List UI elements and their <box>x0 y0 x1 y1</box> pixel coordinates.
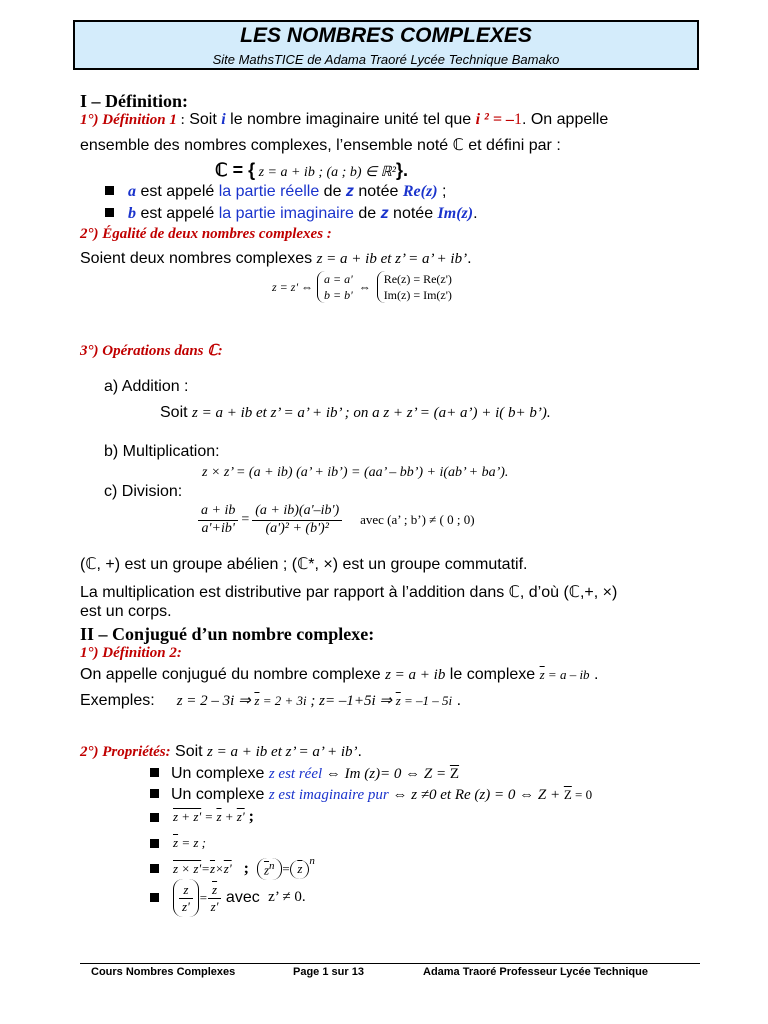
properties-end: . <box>357 743 362 760</box>
definition-2-line <box>80 666 598 684</box>
bullet-icon <box>150 893 159 902</box>
definition-1-soit: Soit <box>184 111 222 128</box>
property-imaginary-bar: $\overline{Z}$ <box>563 787 572 802</box>
property-quotient-rhs <box>208 882 222 914</box>
equality-intro <box>80 250 472 268</box>
example-1-rhs: = 2 + 3i <box>259 693 307 708</box>
bullet-a-de: de <box>319 183 346 200</box>
property-quotient-eq: = <box>198 889 208 905</box>
equality-left: z = z' ⇔ <box>272 279 314 294</box>
equality-b: b = b' <box>324 288 353 303</box>
bullet-a-end: ; <box>437 183 447 200</box>
imaginary-unit-equation-one: 1 <box>513 111 522 128</box>
property-power-rbase: $\overline{z}$ <box>297 860 303 876</box>
set-definition <box>215 160 408 181</box>
property-quotient-num: z <box>179 882 193 899</box>
equality-im: Im(z) = Im(z') <box>383 288 452 303</box>
bullet-b-notee: notée <box>388 205 438 222</box>
property-power-left <box>257 858 282 880</box>
var-a: a <box>128 183 136 200</box>
properties-expression: z = a + ib et z’ = a’ + ib’ <box>207 744 358 760</box>
equality-end: . <box>467 250 472 267</box>
distributive-statement: La multiplication est distributive par rapport à l’addition dans ℂ, d’où (ℂ,+, ×) <box>80 584 618 601</box>
bullet-imaginary-part <box>105 205 478 223</box>
property-sum-plus: + <box>221 809 237 824</box>
property-imaginary <box>150 786 592 804</box>
property-power-rexp: n <box>309 854 315 867</box>
example-separator: ; z= –1+5i ⇒ <box>306 693 396 709</box>
division-fraction-2 <box>252 503 342 538</box>
properties-line <box>80 743 362 761</box>
property-product-sep: ; <box>231 859 257 877</box>
division-den-1: a'+ib' <box>201 520 235 536</box>
property-power-eq: = <box>281 860 291 876</box>
property-sum-end: ; <box>244 808 254 825</box>
bullet-icon <box>150 813 159 822</box>
property-power-base: $\overline{z}$ <box>263 862 270 878</box>
property-real <box>150 765 459 783</box>
var-z: z <box>345 183 354 200</box>
property-quotient-frac <box>179 882 193 914</box>
examples-label: Exemples: <box>80 692 155 709</box>
field-statement: est un corps. <box>80 603 172 620</box>
imaginary-part-label: la partie imaginaire <box>218 205 354 222</box>
multiplication-label: b) Multiplication: <box>104 443 220 460</box>
set-close: }. <box>395 160 408 180</box>
property-product-conjugate <box>150 854 315 880</box>
property-quotient-cond: z’ ≠ 0. <box>268 889 306 906</box>
definition-1-text: le nombre imaginaire unité tel que <box>225 111 476 128</box>
re-notation: Re(z) <box>402 183 438 200</box>
conjugate-rhs: = a – ib <box>544 667 590 682</box>
equality-re: Re(z) = Re(z') <box>383 272 452 286</box>
bullet-icon <box>150 768 159 777</box>
property-real-text: Un complexe <box>171 765 269 782</box>
bullet-a-text: est appelé <box>136 183 219 200</box>
conjugate-z: $\overline{z}$ <box>539 667 545 682</box>
division-formula <box>198 503 475 538</box>
property-sum-a: $\overline{z}$ <box>216 809 222 824</box>
addition-soit: Soit <box>160 404 193 421</box>
set-expression: z = a + ib ; (a ; b) ∈ ℝ² <box>255 165 396 180</box>
bullet-b-text: est appelé <box>136 205 219 222</box>
im-notation: Im(z) <box>437 205 474 222</box>
division-label: c) Division: <box>104 483 183 500</box>
property-product-left: z × z' <box>173 860 202 876</box>
property-product-b: z' <box>223 860 232 876</box>
division-fraction-1 <box>198 503 238 538</box>
example-1: z = 2 – 3i ⇒ <box>176 693 255 709</box>
definition-2-end: . <box>589 666 599 683</box>
equality-a: a = a' <box>324 272 353 286</box>
examples-end: . <box>452 692 462 709</box>
property-quotient-conjugate <box>150 879 306 917</box>
footer-right: Adama Traoré Professeur Lycée Technique <box>423 966 648 978</box>
equality-expression: z = a + ib et z’ = a’ + ib’ <box>316 251 468 267</box>
title-box <box>73 20 699 70</box>
equality-equiv: ⇔ <box>358 279 371 294</box>
footer-left: Cours Nombres Complexes <box>91 966 236 978</box>
equality-system-re-im <box>377 271 452 303</box>
property-sum-conjugate <box>150 808 254 826</box>
definition-1-text-end: . On appelle <box>521 111 609 128</box>
property-quotient-avec: avec <box>221 888 265 906</box>
property-sum-left: z + z' <box>173 809 202 824</box>
multiplication-expression: z × z’ = (a + ib) (a’ + ib’) = (aa’ – bb’) + i(ab’ + ba’). <box>202 465 509 480</box>
bullet-b-de: de <box>353 205 381 222</box>
property-imaginary-blue: z est imaginaire pur <box>268 787 389 803</box>
division-condition: avec (a’ ; b’) ≠ ( 0 ; 0) <box>360 512 475 528</box>
example-2-bar: $\overline{z}$ <box>395 693 401 708</box>
property-imaginary-end: = 0 <box>571 787 593 802</box>
property-product-eq: = <box>201 860 210 876</box>
footer-page-number: Page 1 sur 13 <box>293 966 364 978</box>
properties-label: 2°) Propriétés: <box>80 744 171 760</box>
division-num-2: (a + ib)(a'–ib') <box>252 503 342 521</box>
property-product-times: × <box>215 860 224 876</box>
definition-2-label: 1°) Définition 2: <box>80 645 182 661</box>
equality-system-ab <box>317 271 353 303</box>
definition-1-line <box>80 111 608 129</box>
operations-heading: 3°) Opérations dans ℂ: <box>80 343 223 359</box>
definition-1-label: 1°) Définition 1 <box>80 112 177 128</box>
property-power-right <box>290 860 309 879</box>
division-equals: = <box>241 512 250 528</box>
division-num-1: a + ib <box>198 503 238 521</box>
imaginary-unit-symbol: i <box>221 111 226 128</box>
property-double-left: $\overline{z}$ <box>173 835 179 850</box>
var-b: b <box>128 205 136 222</box>
property-quotient-rnum: $\overline{z}$ <box>208 882 222 899</box>
bullet-icon <box>105 208 114 217</box>
bullet-icon <box>150 839 159 848</box>
set-c-open: ℂ = { <box>215 160 256 180</box>
property-real-rest: ⇔ Im (z)= 0 ⇔ Z = <box>322 766 450 782</box>
property-double-conjugate <box>150 834 206 851</box>
property-quotient-den: z' <box>182 898 190 914</box>
division-den-2: (a')² + (b')² <box>265 520 329 536</box>
bullet-real-part <box>105 183 446 201</box>
property-imaginary-text: Un complexe <box>171 786 269 803</box>
properties-soit: Soit <box>170 743 208 760</box>
property-double-eq: = z ; <box>178 835 206 850</box>
section-heading-conjugate: II – Conjugué d’un nombre complexe: <box>80 624 375 644</box>
definition-1-colon: : <box>176 112 185 128</box>
property-power-exp: n <box>269 860 275 872</box>
document-subtitle: Site MathsTICE de Adama Traoré Lycée Technique Bamako <box>212 52 560 67</box>
footer-rule <box>80 963 700 964</box>
equality-soient: Soient deux nombres complexes <box>80 250 317 267</box>
property-product-a: $\overline{z}$ <box>209 860 216 876</box>
definition-1-line-2: ensemble des nombres complexes, l’ensemble noté ℂ et défini par : <box>80 137 561 154</box>
property-real-bar: $\overline{Z}$ <box>449 766 460 782</box>
var-z: z <box>380 205 389 222</box>
equality-heading: 2°) Égalité de deux nombres complexes : <box>80 226 332 242</box>
addition-line <box>160 404 551 422</box>
property-quotient-left <box>173 879 199 917</box>
real-part-label: la partie réelle <box>218 183 320 200</box>
property-sum-b: z' <box>236 809 245 824</box>
property-imaginary-rest: ⇔ z ≠0 et Re (z) = 0 ⇔ Z + <box>388 787 564 803</box>
property-sum-eq: = <box>201 809 217 824</box>
definition-2-text: On appelle conjugué du nombre complexe <box>80 666 386 683</box>
bullet-b-end: . <box>473 205 478 222</box>
equality-system <box>272 271 452 303</box>
document-title: LES NOMBRES COMPLEXES <box>240 24 532 47</box>
bullet-icon <box>105 186 114 195</box>
definition-2-text-2: le complexe <box>445 666 540 683</box>
group-statement: (ℂ, +) est un groupe abélien ; (ℂ*, ×) est un groupe commutatif. <box>80 556 528 573</box>
bullet-icon <box>150 789 159 798</box>
example-1-bar: $\overline{z}$ <box>254 693 260 708</box>
example-2-rhs: = –1 – 5i <box>400 693 453 708</box>
bullet-a-notee: notée <box>353 183 403 200</box>
definition-2-expression: z = a + ib <box>385 667 446 683</box>
imaginary-unit-equation: i ² = – <box>475 111 514 128</box>
property-real-blue: z est réel <box>268 766 323 782</box>
addition-expression: z = a + ib et z’ = a’ + ib’ ; on a z + z’ = (a+ a’) + i( b+ b’). <box>192 405 551 421</box>
addition-label: a) Addition : <box>104 378 189 395</box>
property-quotient-rden: z' <box>210 898 219 914</box>
section-heading-definition: I – Définition: <box>80 91 188 111</box>
examples-line <box>80 692 461 710</box>
bullet-icon <box>150 864 159 873</box>
